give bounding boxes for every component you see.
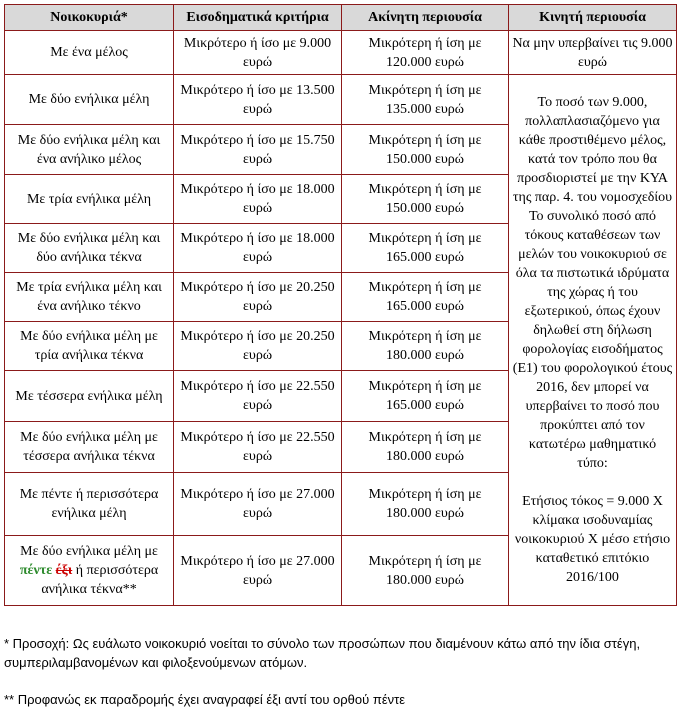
table-header-row bbox=[5, 5, 677, 31]
property-cell: Μικρότερη ή ίση με 165.000 ευρώ bbox=[342, 224, 509, 273]
property-cell: Μικρότερη ή ίση με 120.000 ευρώ bbox=[342, 31, 509, 75]
footnote-household: * Προσοχή: Ως ευάλωτο νοικοκυριό νοείται το σύνολο των προσώπων που διαμένουν κάτω από την ίδια στέγη, συμπεριλαμβανομένων και φιλοξενούμενων ατόμων. bbox=[4, 636, 641, 670]
movable-text-1: Το ποσό των 9.000, πολλαπλασιαζόμενο για κάθε προστιθέμενο μέλος, κατά τον τρόπο που θα προσδιοριστεί με την ΚΥΑ της παρ. 4. του νομοσχεδίου bbox=[512, 95, 673, 205]
household-cell: Με πέντε ή περισσότερα ενήλικα μέλη bbox=[5, 473, 174, 536]
property-cell: Μικρότερη ή ίση με 150.000 ευρώ bbox=[342, 125, 509, 175]
property-cell: Μικρότερη ή ίση με 180.000 ευρώ bbox=[342, 322, 509, 371]
struck-word: έξι bbox=[55, 563, 73, 578]
income-cell: Μικρότερο ή ίσο με 20.250 ευρώ bbox=[174, 322, 342, 371]
household-cell: Με δύο ενήλικα μέλη και δύο ανήλικα τέκνα bbox=[5, 224, 174, 273]
household-cell: Με ένα μέλος bbox=[5, 31, 174, 75]
property-cell: Μικρότερη ή ίση με 135.000 ευρώ bbox=[342, 75, 509, 125]
income-cell: Μικρότερο ή ίσο με 22.550 ευρώ bbox=[174, 371, 342, 422]
household-text-pre: Με δύο ενήλικα μέλη με bbox=[20, 544, 158, 559]
movable-formula: Ετήσιος τόκος = 9.000 Χ κλίμακα ισοδυναμίας νοικοκυριού Χ μέσο ετήσιο καταθετικό επιτόκιο 2016/100 bbox=[514, 494, 671, 585]
header-movable: Κινητή περιουσία bbox=[508, 5, 676, 31]
household-cell bbox=[5, 536, 174, 606]
table-row bbox=[5, 75, 677, 125]
movable-merged-cell bbox=[508, 75, 676, 606]
property-cell: Μικρότερη ή ίση με 150.000 ευρώ bbox=[342, 175, 509, 224]
income-cell: Μικρότερο ή ίσο με 18.000 ευρώ bbox=[174, 224, 342, 273]
income-cell: Μικρότερο ή ίσο με 18.000 ευρώ bbox=[174, 175, 342, 224]
household-cell: Με δύο ενήλικα μέλη και ένα ανήλικο μέλος bbox=[5, 125, 174, 175]
income-cell: Μικρότερο ή ίσο με 20.250 ευρώ bbox=[174, 273, 342, 322]
income-cell: Μικρότερο ή ίσο με 9.000 ευρώ bbox=[174, 31, 342, 75]
household-cell: Με τρία ενήλικα μέλη bbox=[5, 175, 174, 224]
household-cell: Με δύο ενήλικα μέλη με τέσσερα ανήλικα τέκνα bbox=[5, 422, 174, 473]
household-cell: Με δύο ενήλικα μέλη με τρία ανήλικα τέκνα bbox=[5, 322, 174, 371]
header-household: Νοικοκυριά* bbox=[5, 5, 174, 31]
footnote-typo: ** Προφανώς εκ παραδρομής έχει αναγραφεί έξι αντί του ορθού πέντε bbox=[4, 692, 406, 707]
income-cell: Μικρότερο ή ίσο με 13.500 ευρώ bbox=[174, 75, 342, 125]
household-text-post: ή περισσότερα ανήλικα τέκνα** bbox=[41, 563, 159, 597]
household-cell: Με τρία ενήλικα μέλη και ένα ανήλικο τέκνο bbox=[5, 273, 174, 322]
movable-cell: Να μην υπερβαίνει τις 9.000 ευρώ bbox=[508, 31, 676, 75]
household-cell: Με τέσσερα ενήλικα μέλη bbox=[5, 371, 174, 422]
criteria-table bbox=[4, 4, 677, 606]
household-cell: Με δύο ενήλικα μέλη bbox=[5, 75, 174, 125]
income-cell: Μικρότερο ή ίσο με 27.000 ευρώ bbox=[174, 473, 342, 536]
property-cell: Μικρότερη ή ίση με 180.000 ευρώ bbox=[342, 422, 509, 473]
income-cell: Μικρότερο ή ίσο με 22.550 ευρώ bbox=[174, 422, 342, 473]
header-income: Εισοδηματικά κριτήρια bbox=[174, 5, 342, 31]
property-cell: Μικρότερη ή ίση με 165.000 ευρώ bbox=[342, 371, 509, 422]
property-cell: Μικρότερη ή ίση με 165.000 ευρώ bbox=[342, 273, 509, 322]
correct-word: πέντε bbox=[19, 563, 53, 578]
income-cell: Μικρότερο ή ίσο με 15.750 ευρώ bbox=[174, 125, 342, 175]
movable-text-2: Το συνολικό ποσό από τόκους καταθέσεων των μελών του νοικοκυριού σε όλα τα πιστωτικά ιδρύματα της χώρας ή του εξωτερικού, όπως έχουν δηλωθεί στη δήλωση φορολογίας εισοδήματος (Ε1) του φορολογικού έτους 2016, δεν μπορεί να υπερβαίνει το ποσό που προκύπτει από τον κατωτέρω μαθηματικό τύπο: bbox=[512, 209, 673, 471]
property-cell: Μικρότερη ή ίση με 180.000 ευρώ bbox=[342, 473, 509, 536]
header-real-estate: Ακίνητη περιουσία bbox=[342, 5, 509, 31]
property-cell: Μικρότερη ή ίση με 180.000 ευρώ bbox=[342, 536, 509, 606]
income-cell: Μικρότερο ή ίσο με 27.000 ευρώ bbox=[174, 536, 342, 606]
table-row bbox=[5, 31, 677, 75]
